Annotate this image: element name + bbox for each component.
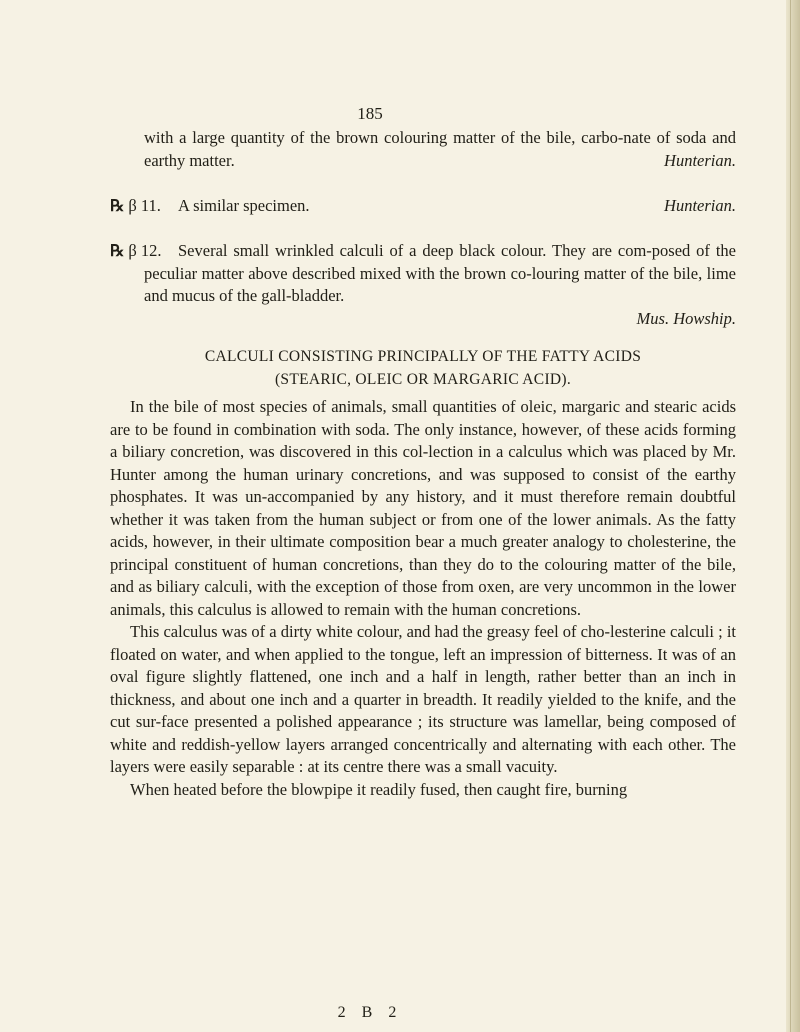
entry-10-text: with a large quantity of the brown colouring matter of the bile, carbo-nate of soda and earthy matter. — [144, 128, 736, 170]
entry-12-number: β 12. — [128, 241, 162, 260]
signature-mark: 2 B 2 — [337, 1004, 403, 1021]
section-heading-line-1: CALCULI CONSISTING PRINCIPALLY OF THE FATTY ACIDS — [204, 348, 642, 365]
body-text — [110, 396, 736, 801]
entry-11 — [110, 195, 736, 218]
entry-12-marker — [110, 240, 162, 264]
entry-11-number: β 11. — [128, 196, 161, 215]
page-edge — [786, 0, 800, 1032]
entry-11-marker — [110, 195, 161, 219]
section-heading — [110, 345, 736, 391]
entry-11-text: A similar specimen. — [178, 196, 310, 215]
page-number: 185 — [357, 104, 383, 123]
entry-10-source: Hunterian. — [664, 150, 736, 170]
museum-symbol-icon: ℞ — [110, 198, 125, 215]
paragraph-3: When heated before the blowpipe it readily fused, then caught fire, burning — [130, 779, 628, 799]
entry-12-source: Mus. Howship. — [636, 308, 736, 328]
section-heading-line-2: (STEARIC, OLEIC OR MARGARIC ACID). — [274, 371, 572, 388]
entry-12-text: Several small wrinkled calculi of a deep black colour. They are com-posed of the peculiar matter above described mixed with the brown co-louring matter of the bile, lime and mucus of the gall-bladder. — [144, 241, 736, 305]
museum-symbol-icon: ℞ — [110, 243, 125, 260]
entry-11-source: Hunterian. — [664, 196, 736, 215]
paragraph-2: This calculus was of a dirty white colour, and had the greasy feel of cho-lesterine calculi ; it floated on water, and when applied to the tongue, left an impression of bitterness. It was of an oval figure slightly flattened, one inch and a half in length, rather better than an inch in thickness, and about one inch and a quarter in breadth. It readily yielded to the knife, and the cut sur-face presented a polished appearance ; its structure was lamellar, being composed of white and reddish-yellow layers arranged concentrically and alternating with each other. The layers were easily separable : at its centre there was a small vacuity. — [110, 622, 736, 776]
entry-12 — [110, 240, 736, 330]
entry-10-continuation — [144, 127, 736, 172]
paragraph-1: In the bile of most species of animals, small quantities of oleic, margaric and stearic acids are to be found in combination with soda. The only instance, however, of these acids forming a biliary concretion, was discovered in this col-lection in a calculus which was placed by Mr. Hunter among the human urinary concretions, and was supposed to consist of the earthy phosphates. It was un-accompanied by any history, and it must therefore remain doubtful whether it was taken from the human subject or from one of the lower animals. As the fatty acids, however, in their ultimate composition bear a much greater analogy to cholesterine, the principal constituent of human concretions, than they do to the colouring matter of the bile, and as biliary calculi, with the exception of those from oxen, are very uncommon in the lower animals, this calculus is allowed to remain with the human concretions. — [110, 397, 736, 619]
